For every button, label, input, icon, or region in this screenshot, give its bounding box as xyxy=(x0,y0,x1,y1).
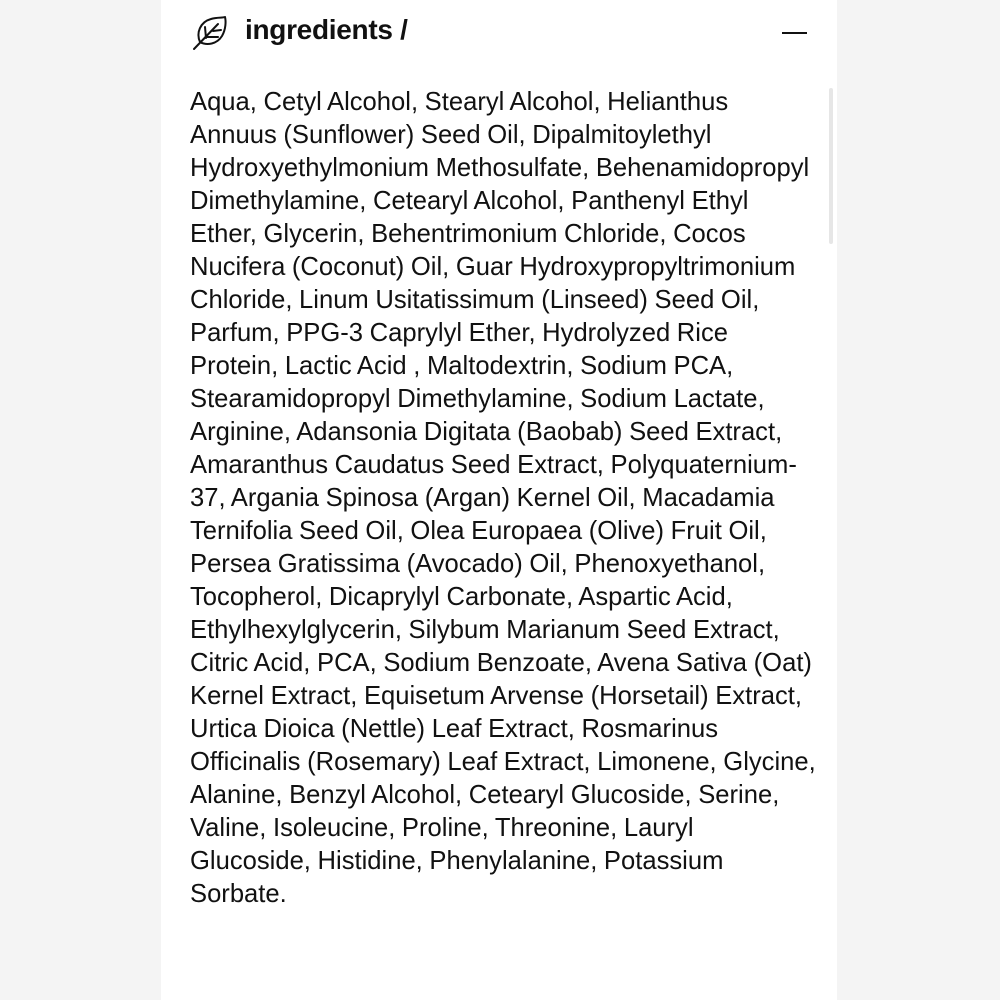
collapse-button[interactable] xyxy=(769,16,809,50)
scrollbar[interactable] xyxy=(829,88,833,244)
ingredients-panel xyxy=(161,0,837,1000)
minus-icon xyxy=(782,32,807,34)
ingredients-list: Aqua, Cetyl Alcohol, Stearyl Alcohol, Helianthus Annuus (Sunflower) Seed Oil, Dipalmitoylethyl Hydroxyethylmonium Methosulfate, Behenamidopropyl Dimethylamine, Cetearyl Alcohol, Panthenyl Ethyl Ether, Glycerin, Behentrimonium Chloride, Cocos Nucifera (Coconut) Oil, Guar Hydroxypropyltrimonium Chloride, Linum Usitatissimum (Linseed) Seed Oil, Parfum, PPG-3 Caprylyl Ether, Hydrolyzed Rice Protein, Lactic Acid , Maltodextrin, Sodium PCA, Stearamidopropyl Dimethylamine, Sodium Lactate, Arginine, Adansonia Digitata (Baobab) Seed Extract, Amaranthus Caudatus Seed Extract, Polyquaternium-37, Argania Spinosa (Argan) Kernel Oil, Macadamia Ternifolia Seed Oil, Olea Europaea (Olive) Fruit Oil, Persea Gratissima (Avocado) Oil, Phenoxyethanol, Tocopherol, Dicaprylyl Carbonate, Aspartic Acid, Ethylhexylglycerin, Silybum Marianum Seed Extract, Citric Acid, PCA, Sodium Benzoate, Avena Sativa (Oat) Kernel Extract, Equisetum Arvense (Horsetail) Extract, Urtica Dioica (Nettle) Leaf Extract, Rosmarinus Officinalis (Rosemary) Leaf Extract, Limonene, Glycine, Alanine, Benzyl Alcohol, Cetearyl Glucoside, Serine, Valine, Isoleucine, Proline, Threonine, Lauryl Glucoside, Histidine, Phenylalanine, Potassium Sorbate. xyxy=(190,88,816,908)
ingredients-content[interactable] xyxy=(190,86,820,986)
leaf-icon xyxy=(191,13,229,51)
section-title: ingredients / xyxy=(245,14,408,45)
ingredients-header[interactable] xyxy=(161,0,837,66)
